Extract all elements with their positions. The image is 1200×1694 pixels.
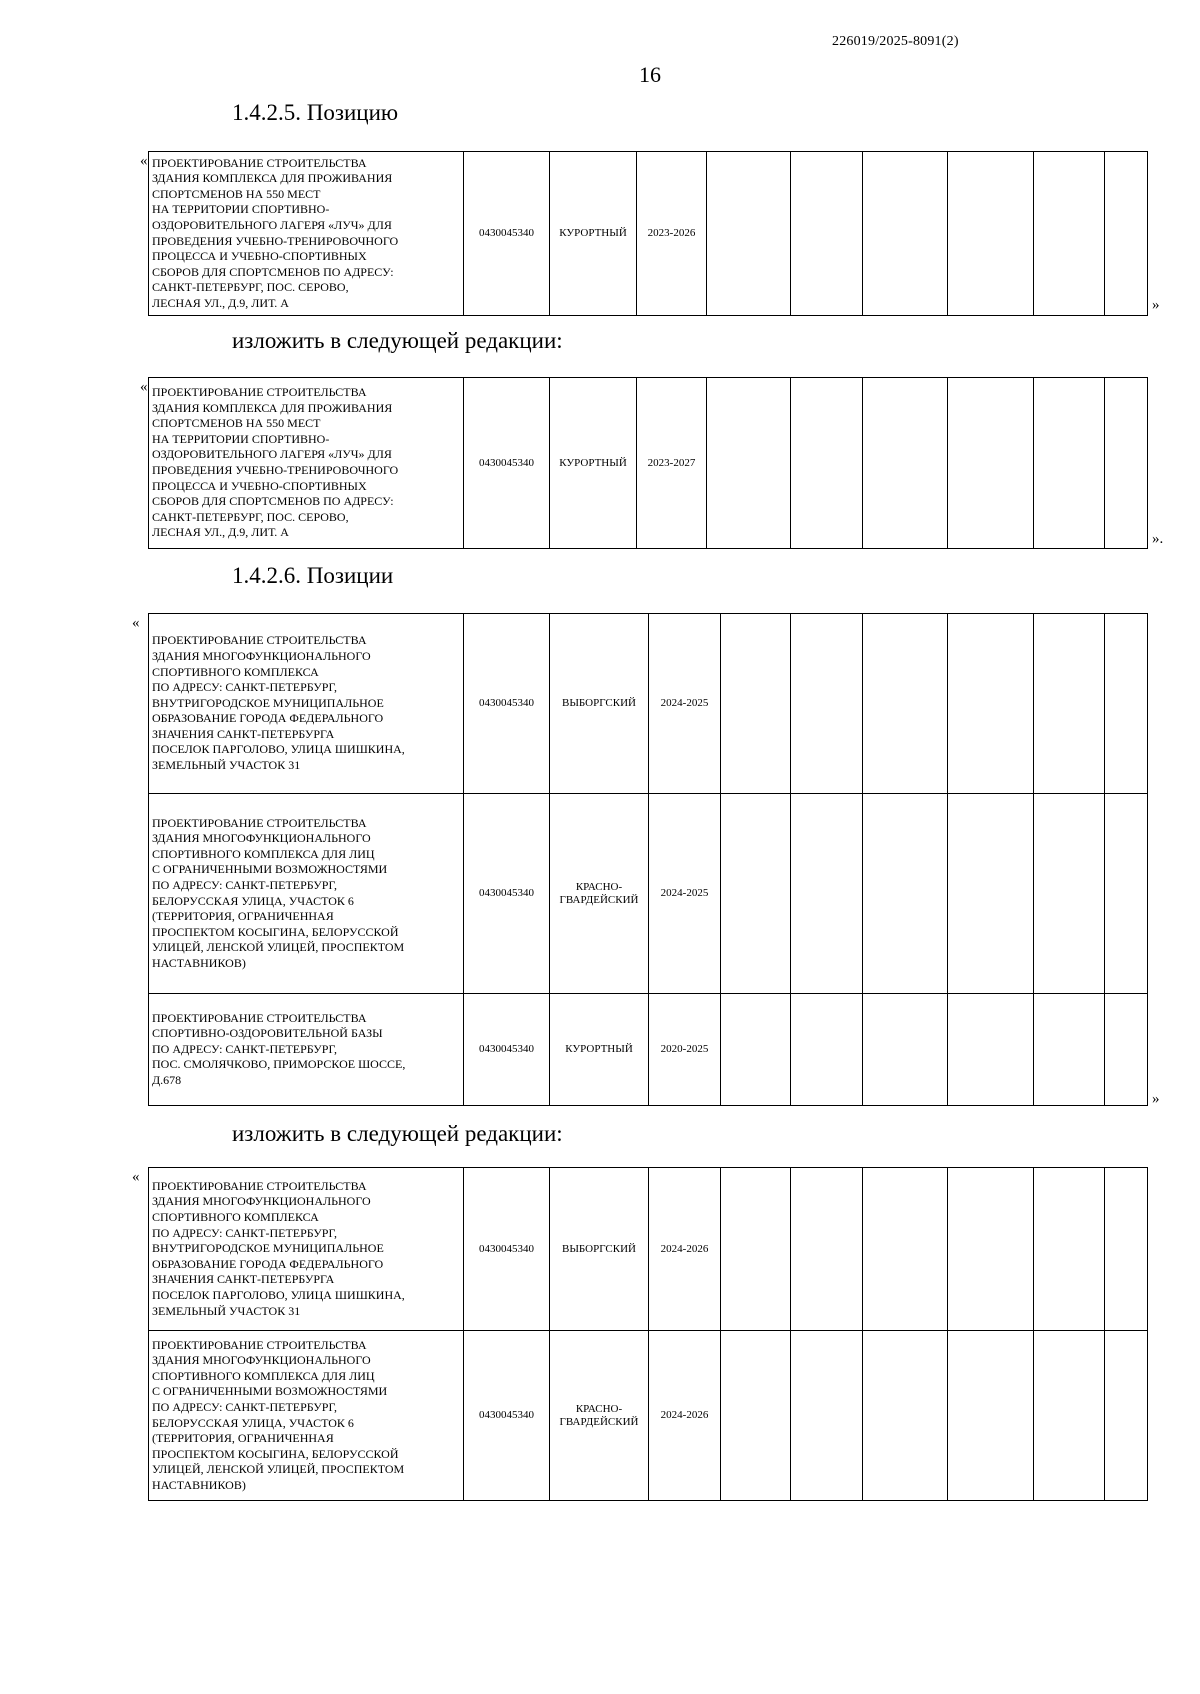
position-years: 2024-2025 (649, 614, 721, 794)
section-heading-1-4-2-5: 1.4.2.5. Позицию (232, 100, 399, 125)
empty-cell (1034, 794, 1105, 994)
position-description: ПРОЕКТИРОВАНИЕ СТРОИТЕЛЬСТВА ЗДАНИЯ МНОГОФУНКЦИОНАЛЬНОГО СПОРТИВНОГО КОМПЛЕКСА ДЛЯ ЛИЦ С ОГРАНИЧЕННЫМИ ВОЗМОЖНОСТЯМИ ПО АДРЕСУ: САНКТ-ПЕТЕРБУРГ, БЕЛОРУССКАЯ УЛИЦА, УЧАСТОК 6 (ТЕРРИТОРИЯ, ОГРАНИЧЕННАЯ ПРОСПЕКТОМ КОСЫГИНА, БЕЛОРУССКОЙ УЛИЦЕЙ, ЛЕНСКОЙ УЛИЦЕЙ, ПРОСПЕКТОМ НАСТАВНИКОВ) (149, 1331, 464, 1501)
empty-cell (707, 152, 791, 316)
table-row (149, 152, 1148, 316)
empty-cell (721, 1168, 791, 1331)
empty-cell (948, 152, 1034, 316)
positions-table-new-2 (148, 1167, 1148, 1501)
empty-cell (863, 378, 948, 549)
position-code: 0430045340 (464, 152, 550, 316)
open-quote: « (132, 1169, 140, 1185)
position-years: 2024-2025 (649, 794, 721, 994)
empty-cell (1105, 794, 1148, 994)
document-number: 226019/2025-8091(2) (832, 34, 959, 49)
empty-cell (863, 1331, 948, 1501)
position-code: 0430045340 (464, 794, 550, 994)
position-years: 2023-2026 (637, 152, 707, 316)
empty-cell (948, 1331, 1034, 1501)
empty-cell (791, 614, 863, 794)
position-district: ВЫБОРГСКИЙ (550, 1168, 649, 1331)
empty-cell (791, 794, 863, 994)
empty-cell (791, 152, 863, 316)
open-quote: « (140, 153, 148, 169)
amend-label: изложить в следующей редакции: (232, 1121, 563, 1146)
position-description: ПРОЕКТИРОВАНИЕ СТРОИТЕЛЬСТВА ЗДАНИЯ МНОГОФУНКЦИОНАЛЬНОГО СПОРТИВНОГО КОМПЛЕКСА ПО АДРЕСУ: САНКТ-ПЕТЕРБУРГ, ВНУТРИГОРОДСКОЕ МУНИЦИПАЛЬНОЕ ОБРАЗОВАНИЕ ГОРОДА ФЕДЕРАЛЬНОГО ЗНАЧЕНИЯ САНКТ-ПЕТЕРБУРГА ПОСЕЛОК ПАРГОЛОВО, УЛИЦА ШИШКИНА, ЗЕМЕЛЬНЫЙ УЧАСТОК 31 (149, 614, 464, 794)
empty-cell (1105, 614, 1148, 794)
empty-cell (863, 794, 948, 994)
empty-cell (1034, 152, 1105, 316)
table-row (149, 794, 1148, 994)
position-years: 2023-2027 (637, 378, 707, 549)
empty-cell (948, 614, 1034, 794)
positions-table-new-1 (148, 377, 1148, 549)
positions-table-original-1 (148, 151, 1148, 316)
table-row (149, 378, 1148, 549)
empty-cell (863, 1168, 948, 1331)
empty-cell (1105, 994, 1148, 1106)
close-quote: » (1152, 297, 1160, 313)
empty-cell (863, 614, 948, 794)
empty-cell (721, 614, 791, 794)
position-district: ВЫБОРГСКИЙ (550, 614, 649, 794)
table-row (149, 1331, 1148, 1501)
position-district: КУРОРТНЫЙ (550, 378, 637, 549)
position-code: 0430045340 (464, 614, 550, 794)
position-description: ПРОЕКТИРОВАНИЕ СТРОИТЕЛЬСТВА ЗДАНИЯ МНОГОФУНКЦИОНАЛЬНОГО СПОРТИВНОГО КОМПЛЕКСА ДЛЯ ЛИЦ С ОГРАНИЧЕННЫМИ ВОЗМОЖНОСТЯМИ ПО АДРЕСУ: САНКТ-ПЕТЕРБУРГ, БЕЛОРУССКАЯ УЛИЦА, УЧАСТОК 6 (ТЕРРИТОРИЯ, ОГРАНИЧЕННАЯ ПРОСПЕКТОМ КОСЫГИНА, БЕЛОРУССКОЙ УЛИЦЕЙ, ЛЕНСКОЙ УЛИЦЕЙ, ПРОСПЕКТОМ НАСТАВНИКОВ) (149, 794, 464, 994)
empty-cell (707, 378, 791, 549)
position-description: ПРОЕКТИРОВАНИЕ СТРОИТЕЛЬСТВА ЗДАНИЯ КОМПЛЕКСА ДЛЯ ПРОЖИВАНИЯ СПОРТСМЕНОВ НА 550 МЕСТ НА ТЕРРИТОРИИ СПОРТИВНО- ОЗДОРОВИТЕЛЬНОГО ЛАГЕРЯ «ЛУЧ» ДЛЯ ПРОВЕДЕНИЯ УЧЕБНО-ТРЕНИРОВОЧНОГО ПРОЦЕССА И УЧЕБНО-СПОРТИВНЫХ СБОРОВ ДЛЯ СПОРТСМЕНОВ ПО АДРЕСУ: САНКТ-ПЕТЕРБУРГ, ПОС. СЕРОВО, ЛЕСНАЯ УЛ., Д.9, ЛИТ. А (149, 378, 464, 549)
empty-cell (1034, 994, 1105, 1106)
empty-cell (721, 1331, 791, 1501)
empty-cell (863, 994, 948, 1106)
table-row (149, 1168, 1148, 1331)
position-code: 0430045340 (464, 1331, 550, 1501)
position-district: КРАСНО- ГВАРДЕЙСКИЙ (550, 1331, 649, 1501)
empty-cell (948, 378, 1034, 549)
position-district: КРАСНО- ГВАРДЕЙСКИЙ (550, 794, 649, 994)
empty-cell (721, 994, 791, 1106)
empty-cell (1105, 1331, 1148, 1501)
table-row (149, 614, 1148, 794)
empty-cell (1105, 1168, 1148, 1331)
positions-table-original-2 (148, 613, 1148, 1106)
page-number: 16 (639, 62, 661, 87)
position-years: 2020-2025 (649, 994, 721, 1106)
empty-cell (791, 1331, 863, 1501)
empty-cell (1034, 614, 1105, 794)
empty-cell (1105, 378, 1148, 549)
empty-cell (948, 994, 1034, 1106)
empty-cell (1034, 1331, 1105, 1501)
position-years: 2024-2026 (649, 1331, 721, 1501)
open-quote: « (132, 615, 140, 631)
empty-cell (721, 794, 791, 994)
empty-cell (791, 378, 863, 549)
close-quote: » (1152, 1091, 1160, 1107)
empty-cell (948, 794, 1034, 994)
open-quote: « (140, 379, 148, 395)
empty-cell (791, 994, 863, 1106)
close-quote: ». (1152, 531, 1164, 547)
position-district: КУРОРТНЫЙ (550, 994, 649, 1106)
empty-cell (1034, 1168, 1105, 1331)
position-description: ПРОЕКТИРОВАНИЕ СТРОИТЕЛЬСТВА ЗДАНИЯ КОМПЛЕКСА ДЛЯ ПРОЖИВАНИЯ СПОРТСМЕНОВ НА 550 МЕСТ НА ТЕРРИТОРИИ СПОРТИВНО- ОЗДОРОВИТЕЛЬНОГО ЛАГЕРЯ «ЛУЧ» ДЛЯ ПРОВЕДЕНИЯ УЧЕБНО-ТРЕНИРОВОЧНОГО ПРОЦЕССА И УЧЕБНО-СПОРТИВНЫХ СБОРОВ ДЛЯ СПОРТСМЕНОВ ПО АДРЕСУ: САНКТ-ПЕТЕРБУРГ, ПОС. СЕРОВО, ЛЕСНАЯ УЛ., Д.9, ЛИТ. А (149, 152, 464, 316)
empty-cell (1034, 378, 1105, 549)
empty-cell (1105, 152, 1148, 316)
empty-cell (948, 1168, 1034, 1331)
position-code: 0430045340 (464, 1168, 550, 1331)
position-description: ПРОЕКТИРОВАНИЕ СТРОИТЕЛЬСТВА ЗДАНИЯ МНОГОФУНКЦИОНАЛЬНОГО СПОРТИВНОГО КОМПЛЕКСА ПО АДРЕСУ: САНКТ-ПЕТЕРБУРГ, ВНУТРИГОРОДСКОЕ МУНИЦИПАЛЬНОЕ ОБРАЗОВАНИЕ ГОРОДА ФЕДЕРАЛЬНОГО ЗНАЧЕНИЯ САНКТ-ПЕТЕРБУРГА ПОСЕЛОК ПАРГОЛОВО, УЛИЦА ШИШКИНА, ЗЕМЕЛЬНЫЙ УЧАСТОК 31 (149, 1168, 464, 1331)
position-code: 0430045340 (464, 378, 550, 549)
empty-cell (791, 1168, 863, 1331)
amend-label: изложить в следующей редакции: (232, 328, 563, 353)
position-description: ПРОЕКТИРОВАНИЕ СТРОИТЕЛЬСТВА СПОРТИВНО-ОЗДОРОВИТЕЛЬНОЙ БАЗЫ ПО АДРЕСУ: САНКТ-ПЕТЕРБУРГ, ПОС. СМОЛЯЧКОВО, ПРИМОРСКОЕ ШОССЕ, Д.678 (149, 994, 464, 1106)
empty-cell (863, 152, 948, 316)
table-row (149, 994, 1148, 1106)
position-years: 2024-2026 (649, 1168, 721, 1331)
position-code: 0430045340 (464, 994, 550, 1106)
section-heading-1-4-2-6: 1.4.2.6. Позиции (232, 563, 394, 588)
position-district: КУРОРТНЫЙ (550, 152, 637, 316)
